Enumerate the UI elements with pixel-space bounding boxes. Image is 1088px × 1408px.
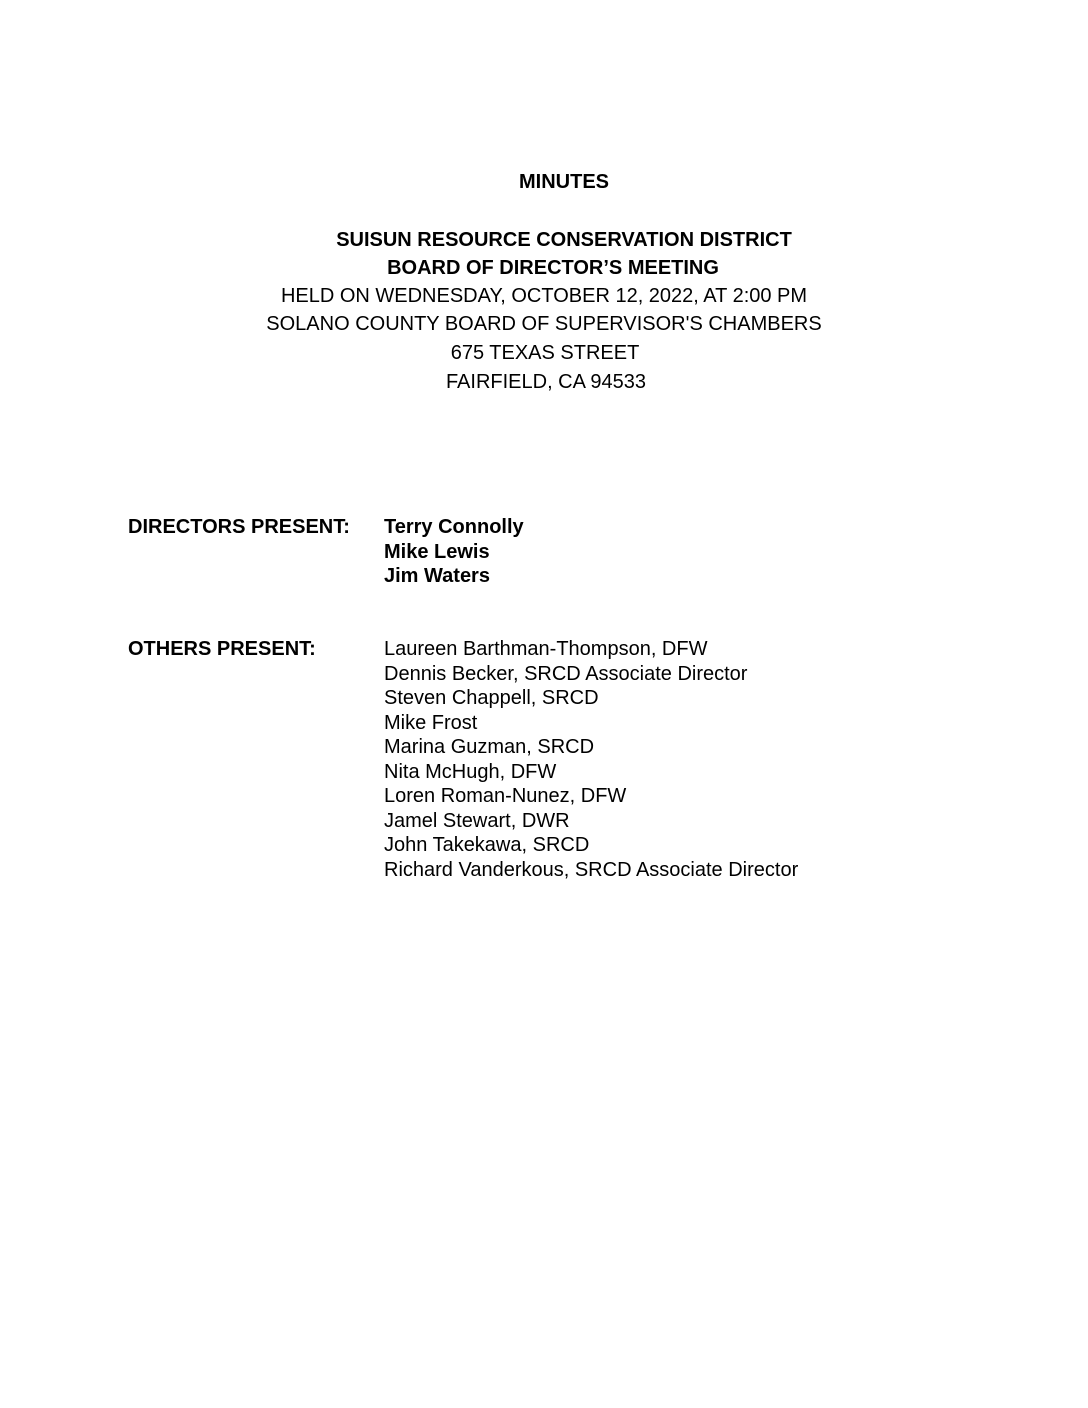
attendee-name: Steven Chappell, SRCD <box>384 687 599 709</box>
meeting-title: BOARD OF DIRECTOR’S MEETING <box>387 257 719 279</box>
director-name: Terry Connolly <box>384 516 524 538</box>
venue-street: 675 TEXAS STREET <box>450 342 640 364</box>
attendee-name: Dennis Becker, SRCD Associate Director <box>384 662 748 685</box>
attendee-name: Laureen Barthman-Thompson, DFW <box>384 638 708 660</box>
attendee-name: Mike Frost <box>384 711 478 734</box>
directors-present-list <box>384 515 524 589</box>
document-title: MINUTES <box>519 171 609 193</box>
venue-city: FAIRFIELD, CA 94533 <box>445 371 647 393</box>
meeting-venue: SOLANO COUNTY BOARD OF SUPERVISOR'S CHAMBERS <box>266 313 822 335</box>
attendee-name: Jamel Stewart, DWR <box>384 809 570 832</box>
director-name: Jim Waters <box>384 565 490 587</box>
attendee-name: Marina Guzman, SRCD <box>384 736 595 758</box>
director-name: Mike Lewis <box>384 540 490 563</box>
attendee-name: John Takekawa, SRCD <box>384 834 590 856</box>
organization-name: SUISUN RESOURCE CONSERVATION DISTRICT <box>336 229 792 251</box>
others-present-list <box>384 637 798 882</box>
attendee-name: Nita McHugh, DFW <box>384 760 557 783</box>
others-present-label: OTHERS PRESENT: <box>128 638 316 660</box>
directors-present-label: DIRECTORS PRESENT: <box>128 516 350 538</box>
meeting-date: HELD ON WEDNESDAY, OCTOBER 12, 2022, AT 2:00 PM <box>280 285 808 307</box>
attendee-name: Loren Roman-Nunez, DFW <box>384 785 627 807</box>
attendee-name: Richard Vanderkous, SRCD Associate Director <box>384 858 799 881</box>
